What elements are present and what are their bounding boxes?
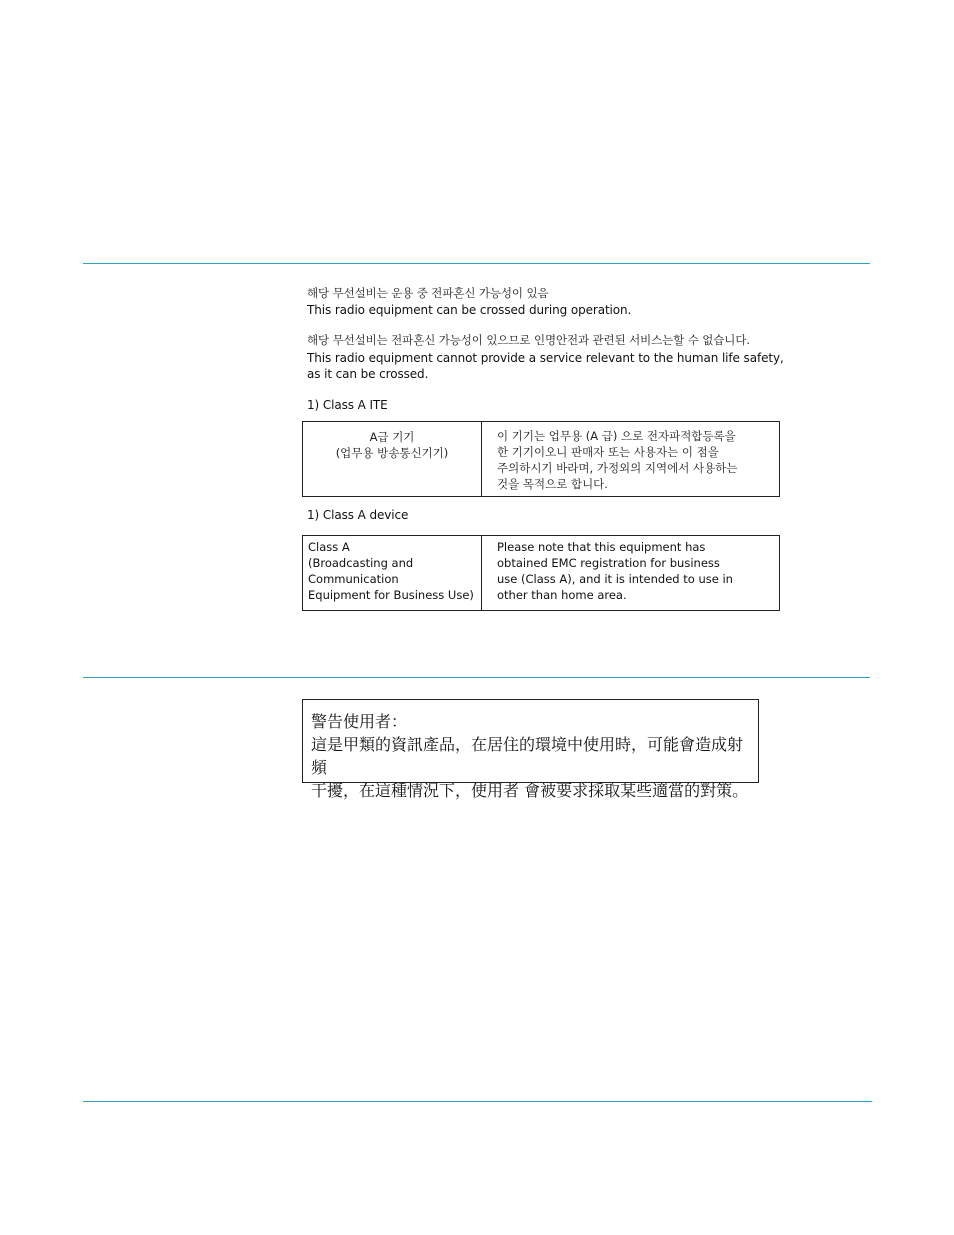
table-row <box>303 422 780 497</box>
section-divider-middle <box>83 677 870 678</box>
korea-safety-ko: 해당 무선설비는 전파혼신 가능성이 있으므로 인명안전과 관련된 서비스는할 수 없습니다. <box>307 333 750 347</box>
class-a-ite-label: 1) Class A ITE <box>307 398 388 412</box>
korea-safety-en-line-2: as it can be crossed. <box>307 367 429 381</box>
section-divider-top <box>83 263 870 264</box>
korea-warning-en: This radio equipment can be crossed during operation. <box>307 303 632 317</box>
class-a-device-label: 1) Class A device <box>307 508 409 522</box>
section-divider-bottom <box>83 1101 872 1102</box>
class-a-device-table <box>302 535 780 611</box>
korea-safety-en-line-1: This radio equipment cannot provide a service relevant to the human life safety, <box>307 351 784 365</box>
table-cell-class-ko: A급 기기 (업무용 방송통신기기) <box>303 422 482 497</box>
table-row <box>303 536 780 611</box>
class-a-ite-table <box>302 421 780 497</box>
table-cell-notice-en: Please note that this equipment has obtained EMC registration for business use (Class A), and it is intended to use in other than home area. <box>482 536 780 611</box>
table-cell-class-en: Class A (Broadcasting and Communication Equipment for Business Use) <box>303 536 482 611</box>
table-cell-notice-ko: 이 기기는 업무용 (A 급) 으로 전자파적합등록을 한 기기이오니 판매자 또는 사용자는 이 점을 주의하시기 바라며, 가정외의 지역에서 사용하는 것을 목적으로 합니다. <box>482 422 780 497</box>
korea-warning-ko: 해당 무선설비는 운용 중 전파혼신 가능성이 있음 <box>307 286 549 300</box>
taiwan-warning-box: 警告使用者： 這是甲類的資訊產品，在居住的環境中使用時，可能會造成射頻 干擾，在這種情況下，使用者 會被要求採取某些適當的對策。 <box>302 699 759 783</box>
